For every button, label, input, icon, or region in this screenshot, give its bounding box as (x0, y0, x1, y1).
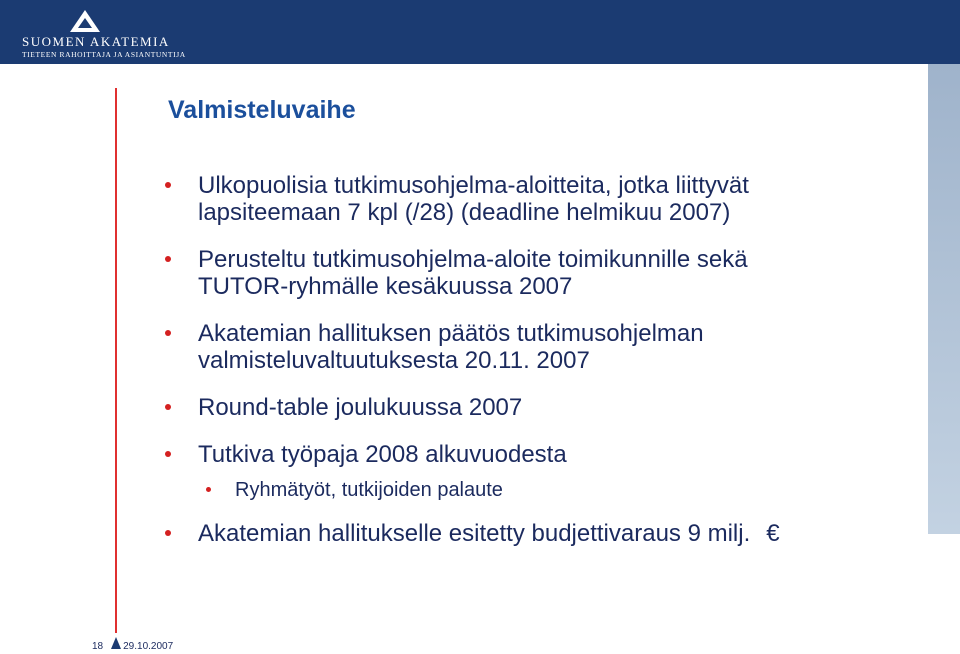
bullet-icon (165, 451, 171, 457)
sub-bullet-icon (206, 487, 211, 492)
bullet-text-line-wrapper (198, 520, 915, 547)
list-item (165, 172, 915, 226)
bullet-list (165, 172, 915, 547)
list-item (165, 441, 915, 468)
euro-symbol: € (766, 520, 780, 547)
bullet-text-line: TUTOR-ryhmälle kesäkuussa 2007 (198, 273, 573, 300)
organization-logo (22, 10, 186, 59)
bullet-text-line: Perusteltu tutkimusohjelma-aloite toimikunnille sekä (198, 246, 748, 273)
decorative-side-panel (928, 64, 960, 534)
org-tagline: TIETEEN RAHOITTAJA JA ASIANTUNTIJA (22, 50, 186, 59)
bullet-text-line: Tutkiva työpaja 2008 alkuvuodesta (198, 441, 567, 468)
slide-title: Valmisteluvaihe (168, 96, 356, 124)
bullet-icon (165, 330, 171, 336)
bullet-icon (165, 256, 171, 262)
bullet-text-line: Round-table joulukuussa 2007 (198, 394, 523, 421)
sub-list-item (165, 478, 915, 502)
bullet-icon (165, 404, 171, 410)
org-name: SUOMEN AKATEMIA (22, 34, 170, 49)
bullet-icon (165, 530, 171, 536)
page-number: 18 (92, 641, 104, 652)
header-band (0, 0, 960, 64)
list-item (165, 246, 915, 300)
sub-bullet-text: Ryhmätyöt, tutkijoiden palaute (235, 479, 503, 501)
bullet-text-line: valmisteluvaltuutuksesta 20.11. 2007 (198, 347, 590, 374)
list-item (165, 394, 915, 421)
list-item (165, 520, 915, 547)
bullet-icon (165, 182, 171, 188)
footer-date: 29.10.2007 (123, 641, 174, 652)
triangle-logo-icon (70, 10, 100, 34)
bullet-text-line: Ulkopuolisia tutkimusohjelma-aloitteita, jotka liittyvät (198, 172, 749, 199)
bullet-text-line: Akatemian hallituksen päätös tutkimusohjelman (198, 320, 704, 347)
vertical-divider (115, 88, 117, 633)
bullet-text-line: lapsiteemaan 7 kpl (/28) (deadline helmikuu 2007) (198, 199, 731, 226)
bullet-text-line: Akatemian hallitukselle esitetty budjettivaraus 9 milj. (198, 520, 751, 547)
list-item (165, 320, 915, 374)
footer (92, 641, 173, 652)
